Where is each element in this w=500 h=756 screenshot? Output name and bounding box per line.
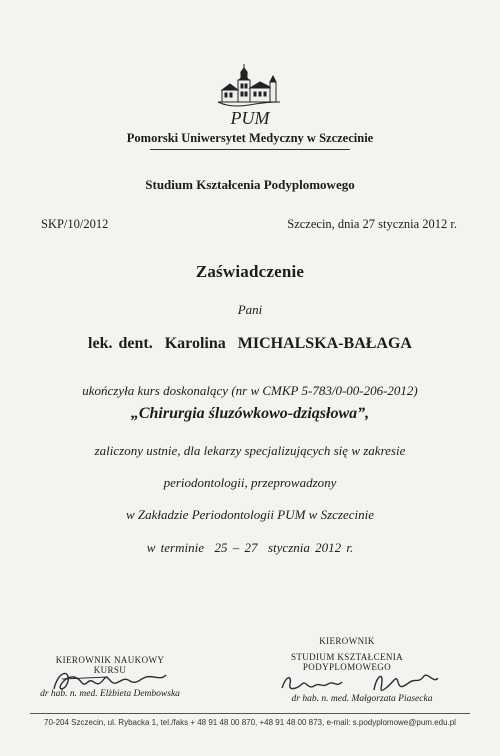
header-divider: [150, 149, 350, 150]
department-name: Studium Kształcenia Podyplomowego: [145, 177, 355, 192]
reference-number: SKP/10/2012: [41, 217, 109, 231]
document-title: Zaświadczenie: [195, 262, 305, 281]
footer-divider: [30, 713, 470, 714]
course-location-line: w Zakładzie Periodontologii PUM w Szczecinie: [125, 507, 375, 522]
castle-logo-icon: [200, 62, 300, 134]
university-name: Pomorski Uniwersytet Medyczny w Szczecinie: [126, 131, 374, 145]
pum-logo: [200, 62, 300, 134]
course-description-line: zaliczony ustnie, dla lekarzy specjalizujących się w zakresie: [94, 443, 406, 458]
footer-address: 70-204 Szczecin, ul. Rybacka 1, tel./faks + 48 91 48 00 870, +48 91 48 00 873, e-mail: s.podyplomowe@pum.edu.pl: [44, 718, 456, 727]
left-signatory-name: dr hab. n. med. Elżbieta Dembowska: [40, 689, 180, 699]
course-dates-line: w terminie 25 – 27 stycznia 2012 r.: [146, 540, 354, 555]
right-signatory-title-1: KIEROWNIK: [319, 636, 375, 646]
logo-text: PUM: [230, 108, 270, 128]
salutation: Pani: [237, 302, 263, 317]
right-signatory-title-2: STUDIUM KSZTAŁCENIA PODYPLOMOWEGO: [290, 652, 404, 672]
place-and-date: Szczecin, dnia 27 stycznia 2012 r.: [287, 217, 457, 231]
left-signatory-title: KIEROWNIK NAUKOWY KURSU: [55, 655, 165, 675]
course-completion-line: ukończyła kurs doskonalący (nr w CMKP 5-783/0-00-206-2012): [82, 383, 418, 398]
right-signatory-name: dr hab. n. med. Małgorzata Piasecka: [291, 694, 433, 704]
course-title: „Chirurgia śluzówkowo-dziąsłowa”,: [130, 405, 370, 422]
course-field-line: periodontologii, przeprowadzony: [163, 475, 337, 490]
recipient-name: lek. dent. Karolina MICHALSKA-BAŁAGA: [88, 335, 412, 352]
